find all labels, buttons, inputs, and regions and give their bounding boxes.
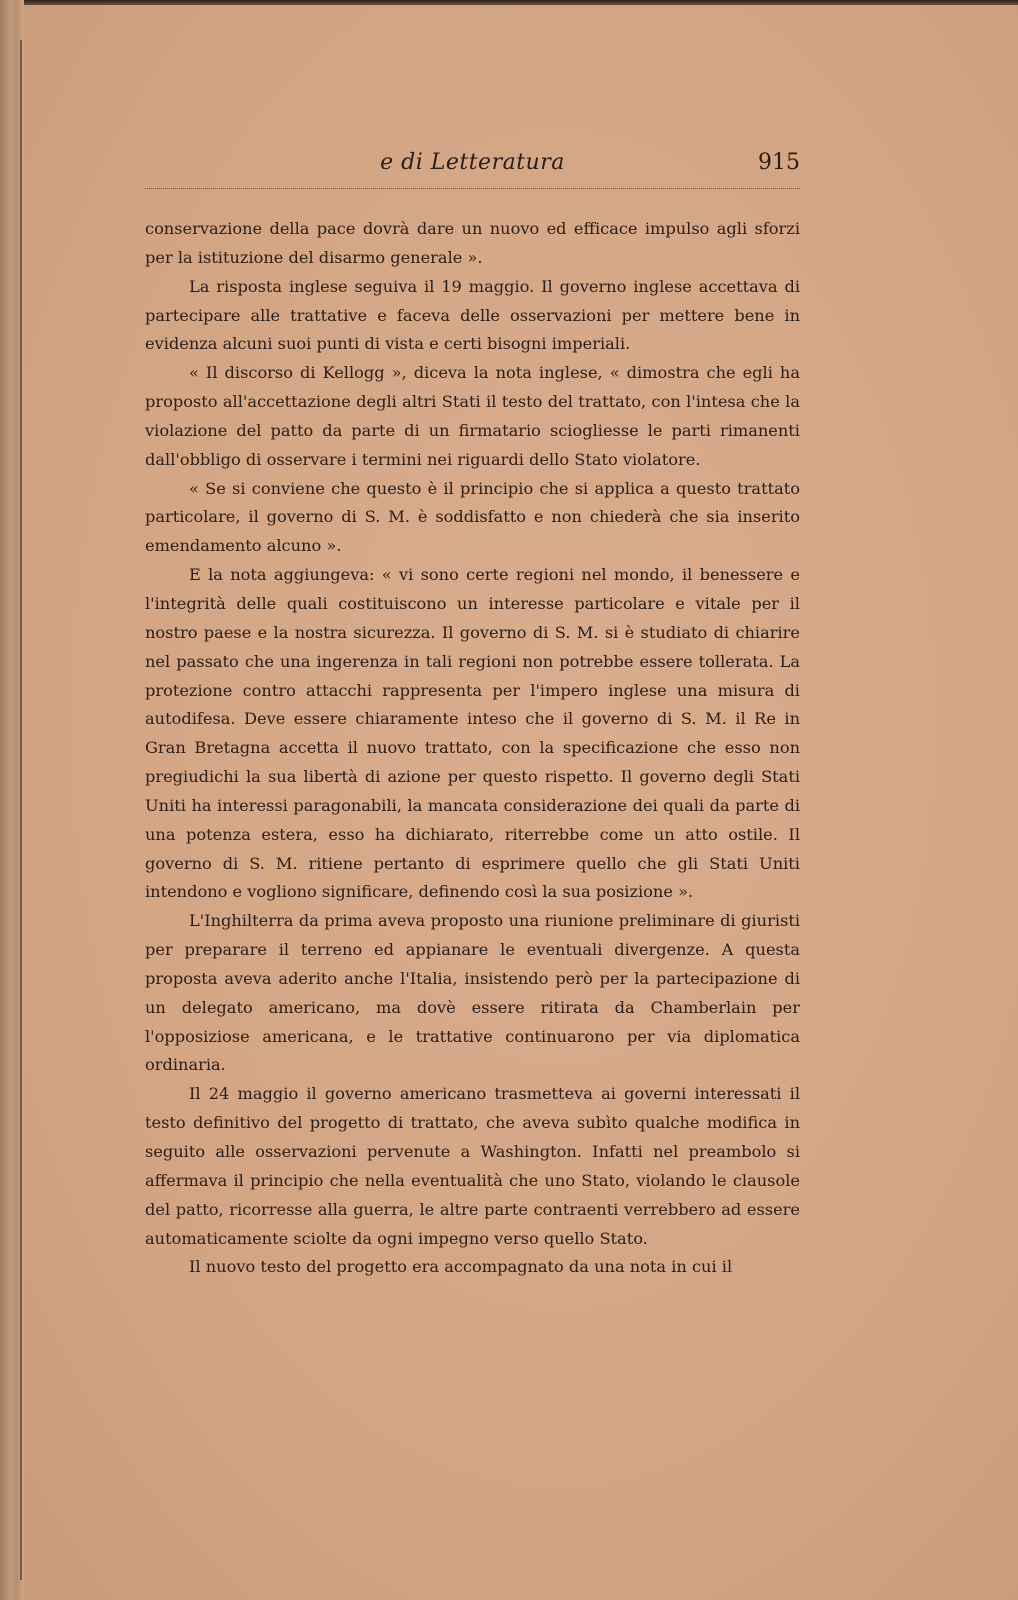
header-rule bbox=[145, 188, 800, 189]
paragraph-continuation: conservazione della pace dovrà dare un nuovo ed efficace impulso agli sforzi per la istituzione del disarmo generale ». bbox=[145, 219, 800, 267]
page-header bbox=[145, 140, 800, 190]
book-page bbox=[145, 140, 800, 1282]
paragraph: « Il discorso di Kellogg », diceva la nota inglese, « dimostra che egli ha proposto all'accettazione degli altri Stati il testo del trattato, con l'intesa che la violazione del patto da parte di un firmatario sciogliesse le parti rimanenti dall'obbligo di osservare i termini nei riguardi dello Stato violatore. bbox=[145, 363, 800, 469]
paragraph: Il nuovo testo del progetto era accompagnato da una nota in cui il bbox=[189, 1257, 733, 1277]
paragraph: La risposta inglese seguiva il 19 maggio. Il governo inglese accettava di partecipare alle trattative e faceva delle osservazioni per mettere bene in evidenza alcuni suoi punti di vista e certi bisogni imperiali. bbox=[145, 276, 800, 354]
paragraph: E la nota aggiungeva: « vi sono certe regioni nel mondo, il benessere e l'integrità delle quali costituiscono un interesse particolare e vitale per il nostro paese e la nostra sicurezza. Il governo di S. M. si è studiato di chiarire nel passato che una ingerenza in tali regioni non potrebbe essere tollerata. La protezione contro attacchi rappresenta per l'impero inglese una misura di autodifesa. Deve essere chiaramente inteso che il governo di S. M. il Re in Gran Bretagna accetta il nuovo trattato, con la specificazione che esso non pregiudichi la sua libertà di azione per questo rispetto. Il governo degli Stati Uniti ha interessi paragonabili, la mancata considerazione dei quali da parte di una potenza estera, esso ha dichiarato, riterrebbe come un atto ostile. Il governo di S. M. ritiene pertanto di esprimere quello che gli Stati Uniti intendono e vogliono significare, definendo così la sua posizione ». bbox=[145, 565, 800, 902]
running-title: e di Letteratura bbox=[380, 150, 565, 175]
page-number: 915 bbox=[758, 150, 800, 175]
paragraph: « Se si conviene che questo è il principio che si applica a questo trattato particolare, il governo di S. M. è soddisfatto e non chiederà che sia inserito emendamento alcuno ». bbox=[145, 478, 800, 556]
body-text bbox=[145, 215, 800, 1282]
paragraph: L'Inghilterra da prima aveva proposto una riunione preliminare di giuristi per preparare il terreno ed appianare le eventuali divergenze. A questa proposta aveva aderito anche l'Italia, insistendo però per la partecipazione di un delegato americano, ma dovè essere ritirata da Chamberlain per l'opposiziose americana, e le trattative continuarono per via diplomatica ordinaria. bbox=[145, 911, 800, 1075]
paragraph: Il 24 maggio il governo americano trasmetteva ai governi interessati il testo definitivo del progetto di trattato, che aveva subìto qualche modifica in seguito alle osservazioni pervenute a Washington. Infatti nel preambolo si affermava il principio che nella eventualità che uno Stato, violando le clausole del patto, ricorresse alla guerra, le altre parte contraenti verrebbero ad essere automaticamente sciolte da ogni impegno verso quello Stato. bbox=[145, 1084, 800, 1248]
binding-shadow-line bbox=[20, 40, 22, 1580]
page-top-edge bbox=[0, 0, 1018, 5]
